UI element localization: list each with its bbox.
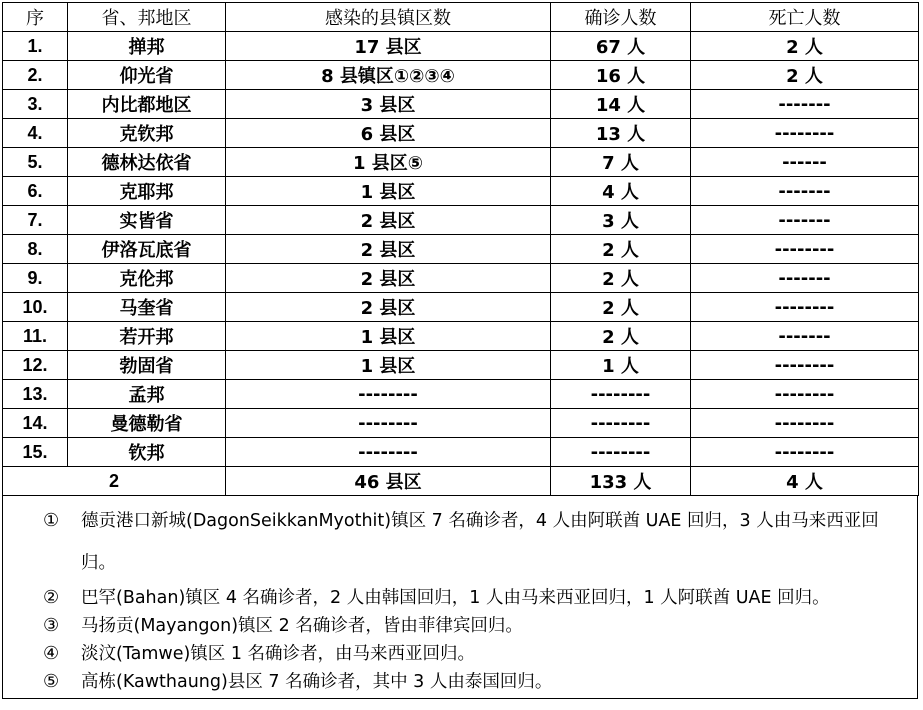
row-districts: 6 县区 [226, 119, 551, 148]
covid-district-report [2, 2, 918, 699]
row-index: 8. [3, 235, 68, 264]
row-region: 仰光省 [68, 61, 226, 90]
row-districts: 1 县区 [226, 322, 551, 351]
row-confirmed: 2 人 [551, 293, 691, 322]
row-index: 2. [3, 61, 68, 90]
row-index: 6. [3, 177, 68, 206]
row-districts: 2 县区 [226, 293, 551, 322]
row-confirmed: 7 人 [551, 148, 691, 177]
row-deaths: -------- [691, 293, 919, 322]
row-region: 克耶邦 [68, 177, 226, 206]
footnote-text: 德贡港口新城(DagonSeikkanMyothit)镇区 7 名确诊者，4 人由阿联酋 UAE 回归，3 人由马来西亚回归。 [81, 511, 879, 573]
row-index: 14. [3, 409, 68, 438]
row-deaths: ------- [691, 90, 919, 119]
row-districts: 8 县镇区①②③④ [226, 61, 551, 90]
footnote-marker: ③ [43, 615, 60, 636]
table-row [3, 293, 919, 322]
row-districts: -------- [226, 409, 551, 438]
row-confirmed: 4 人 [551, 177, 691, 206]
table-row [3, 264, 919, 293]
row-region: 勃固省 [68, 351, 226, 380]
header-region: 省、邦地区 [68, 3, 226, 32]
row-districts: 1 县区 [226, 177, 551, 206]
row-region: 若开邦 [68, 322, 226, 351]
row-districts: 2 县区 [226, 206, 551, 235]
row-confirmed: 1 人 [551, 351, 691, 380]
row-index: 1. [3, 32, 68, 61]
row-confirmed: 14 人 [551, 90, 691, 119]
footnote-text: 巴罕(Bahan)镇区 4 名确诊者，2 人由韩国回归，1 人由马来西亚回归，1 人阿联酋 UAE 回归。 [81, 588, 830, 608]
row-deaths: ------- [691, 264, 919, 293]
row-confirmed: 2 人 [551, 322, 691, 351]
table-row [3, 206, 919, 235]
table-row [3, 438, 919, 467]
footnotes [2, 496, 918, 699]
row-index: 15. [3, 438, 68, 467]
row-confirmed: 3 人 [551, 206, 691, 235]
footnote-1 [3, 500, 917, 584]
row-index: 12. [3, 351, 68, 380]
row-confirmed: -------- [551, 380, 691, 409]
row-deaths: ------- [691, 322, 919, 351]
table-row [3, 351, 919, 380]
footnote-marker: ⑤ [43, 671, 60, 692]
row-districts: 1 县区 [226, 351, 551, 380]
row-deaths: -------- [691, 119, 919, 148]
row-confirmed: -------- [551, 438, 691, 467]
row-deaths: -------- [691, 438, 919, 467]
row-region: 实皆省 [68, 206, 226, 235]
footnote-5 [3, 668, 917, 696]
footnote-text: 淡汶(Tamwe)镇区 1 名确诊者，由马来西亚回归。 [81, 644, 476, 664]
row-deaths: ------- [691, 177, 919, 206]
table-row [3, 177, 919, 206]
table-row [3, 380, 919, 409]
row-districts: 1 县区⑤ [226, 148, 551, 177]
row-region: 马奎省 [68, 293, 226, 322]
row-confirmed: 2 人 [551, 264, 691, 293]
row-districts: 2 县区 [226, 264, 551, 293]
row-districts: -------- [226, 438, 551, 467]
row-districts: -------- [226, 380, 551, 409]
row-region: 克伦邦 [68, 264, 226, 293]
total-row [3, 467, 919, 496]
table-body [3, 32, 919, 467]
table-row [3, 119, 919, 148]
total-label: 2 [3, 467, 226, 496]
table-row [3, 409, 919, 438]
footnote-marker: ④ [43, 643, 60, 664]
row-region: 内比都地区 [68, 90, 226, 119]
row-deaths: -------- [691, 351, 919, 380]
row-confirmed: 67 人 [551, 32, 691, 61]
row-region: 德林达依省 [68, 148, 226, 177]
footnote-text: 高栋(Kawthaung)县区 7 名确诊者，其中 3 人由泰国回归。 [81, 672, 553, 692]
table-row [3, 90, 919, 119]
row-deaths: ------- [691, 206, 919, 235]
table-row [3, 61, 919, 90]
header-confirmed: 确诊人数 [551, 3, 691, 32]
row-districts: 17 县区 [226, 32, 551, 61]
row-index: 10. [3, 293, 68, 322]
row-confirmed: 13 人 [551, 119, 691, 148]
footnote-4 [3, 640, 917, 668]
table-row [3, 235, 919, 264]
footnote-marker: ① [43, 510, 60, 531]
row-index: 7. [3, 206, 68, 235]
total-confirmed: 133 人 [551, 467, 691, 496]
table-row [3, 148, 919, 177]
footnote-marker: ② [43, 587, 60, 608]
row-region: 钦邦 [68, 438, 226, 467]
row-region: 孟邦 [68, 380, 226, 409]
row-region: 伊洛瓦底省 [68, 235, 226, 264]
row-confirmed: -------- [551, 409, 691, 438]
row-deaths: 2 人 [691, 61, 919, 90]
table-header-row [3, 3, 919, 32]
row-deaths: -------- [691, 409, 919, 438]
row-region: 曼德勒省 [68, 409, 226, 438]
row-deaths: ------ [691, 148, 919, 177]
cases-table [2, 2, 919, 496]
row-index: 3. [3, 90, 68, 119]
row-index: 9. [3, 264, 68, 293]
footnote-2 [3, 584, 917, 612]
row-index: 4. [3, 119, 68, 148]
row-region: 克钦邦 [68, 119, 226, 148]
row-districts: 2 县区 [226, 235, 551, 264]
row-index: 11. [3, 322, 68, 351]
row-confirmed: 2 人 [551, 235, 691, 264]
row-deaths: -------- [691, 380, 919, 409]
row-deaths: -------- [691, 235, 919, 264]
row-index: 13. [3, 380, 68, 409]
row-region: 掸邦 [68, 32, 226, 61]
header-deaths: 死亡人数 [691, 3, 919, 32]
footnote-text: 马扬贡(Mayangon)镇区 2 名确诊者，皆由菲律宾回归。 [81, 616, 523, 636]
total-districts: 46 县区 [226, 467, 551, 496]
header-districts: 感染的县镇区数 [226, 3, 551, 32]
row-confirmed: 16 人 [551, 61, 691, 90]
table-row [3, 322, 919, 351]
row-index: 5. [3, 148, 68, 177]
footnote-3 [3, 612, 917, 640]
row-deaths: 2 人 [691, 32, 919, 61]
row-districts: 3 县区 [226, 90, 551, 119]
header-index: 序 [3, 3, 68, 32]
total-deaths: 4 人 [691, 467, 919, 496]
table-row [3, 32, 919, 61]
